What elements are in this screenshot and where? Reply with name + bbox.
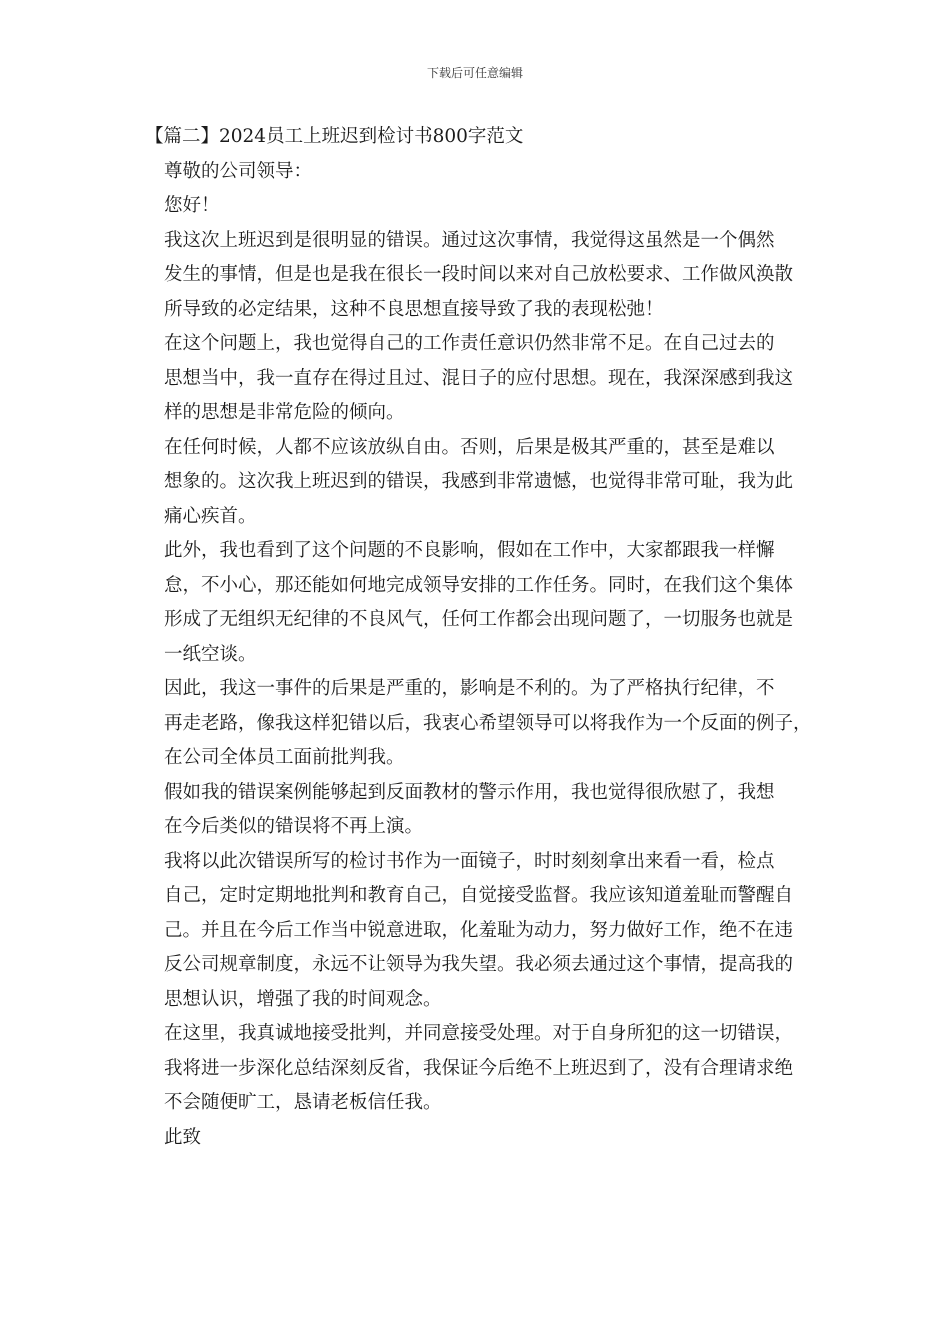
paragraph-line: 怠，不小心，那还能如何地完成领导安排的工作任务。同时，在我们这个集体 bbox=[164, 574, 794, 596]
closing bbox=[145, 1121, 825, 1156]
paragraph-line: 再走老路，像我这样犯错以后，我衷心希望领导可以将我作为一个反面的例子， bbox=[164, 712, 812, 734]
paragraph bbox=[145, 1017, 825, 1121]
paragraph bbox=[145, 431, 825, 535]
paragraph-line: 痛心疾首。 bbox=[164, 505, 257, 527]
paragraph-line: 发生的事情，但是也是我在很长一段时间以来对自己放松要求、工作做风涣散 bbox=[164, 264, 794, 285]
paragraph bbox=[145, 534, 825, 672]
paragraph-line: 我这次上班迟到是很明显的错误。通过这次事情，我觉得这虽然是一个偶然 bbox=[164, 229, 775, 251]
page-header: 下载后可任意编辑 bbox=[426, 66, 523, 80]
paragraph-line: 假如我的错误案例能够起到反面教材的警示作用，我也觉得很欣慰了，我想 bbox=[164, 781, 775, 803]
salutation-line: 尊敬的公司领导： bbox=[164, 160, 313, 182]
closing-line: 此致 bbox=[164, 1126, 202, 1148]
paragraph-line: 在公司全体员工面前批判我。 bbox=[164, 747, 405, 768]
paragraph-line: 所导致的必定结果，这种不良思想直接导致了我的表现松弛！ bbox=[164, 298, 664, 320]
paragraph-line: 一纸空谈。 bbox=[164, 643, 257, 665]
paragraph bbox=[145, 672, 825, 776]
paragraph-line: 此外，我也看到了这个问题的不良影响，假如在工作中，大家都跟我一样懈 bbox=[164, 540, 775, 561]
paragraph-line: 己。并且在今后工作当中锐意进取，化羞耻为动力，努力做好工作，绝不在违 bbox=[164, 919, 794, 941]
paragraph-line: 在这里，我真诚地接受批判，并同意接受处理。对于自身所犯的这一切错误， bbox=[164, 1023, 794, 1044]
document-body bbox=[145, 120, 825, 1155]
paragraph-line: 想象的。这次我上班迟到的错误，我感到非常遗憾，也觉得非常可耻，我为此 bbox=[164, 471, 794, 492]
paragraph bbox=[145, 845, 825, 1018]
paragraph bbox=[145, 327, 825, 431]
paragraph-line: 因此，我这一事件的后果是严重的，影响是不利的。为了严格执行纪律，不 bbox=[164, 678, 775, 699]
paragraph bbox=[145, 224, 825, 328]
paragraph-line: 我将以此次错误所写的检讨书作为一面镜子，时时刻刻拿出来看一看，检点 bbox=[164, 850, 775, 872]
paragraph-line: 我将进一步深化总结深刻反省，我保证今后绝不上班迟到了，没有合理请求绝 bbox=[164, 1057, 794, 1079]
paragraph-line: 思想认识，增强了我的时间观念。 bbox=[164, 988, 442, 1010]
salutation bbox=[145, 155, 825, 190]
paragraph-line: 在任何时候，人都不应该放纵自由。否则，后果是极其严重的，甚至是难以 bbox=[164, 436, 775, 458]
paragraph-line: 形成了无组织无纪律的不良风气，任何工作都会出现问题了，一切服务也就是 bbox=[164, 609, 794, 630]
paragraph-line: 反公司规章制度，永远不让领导为我失望。我必须去通过这个事情，提高我的 bbox=[164, 954, 794, 975]
paragraph-line: 自己，定时定期地批判和教育自己，自觉接受监督。我应该知道羞耻而警醒自 bbox=[164, 885, 794, 906]
paragraph-line: 不会随便旷工，恳请老板信任我。 bbox=[164, 1092, 442, 1113]
greeting bbox=[145, 189, 825, 224]
paragraph-line: 在今后类似的错误将不再上演。 bbox=[164, 816, 424, 837]
paragraph-line: 思想当中，我一直存在得过且过、混日子的应付思想。现在，我深深感到我这 bbox=[164, 367, 794, 389]
document-title: 【篇二】2024员工上班迟到检讨书800字范文 bbox=[145, 126, 524, 147]
paragraph bbox=[145, 776, 825, 845]
paragraph-line: 在这个问题上，我也觉得自己的工作责任意识仍然非常不足。在自己过去的 bbox=[164, 333, 775, 354]
paragraph-line: 样的思想是非常危险的倾向。 bbox=[164, 402, 405, 423]
greeting-line: 您好！ bbox=[164, 195, 220, 216]
